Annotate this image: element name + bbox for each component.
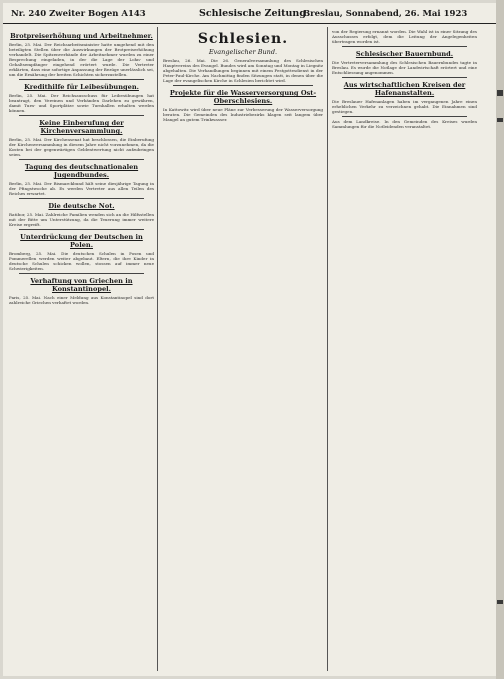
article (163, 58, 323, 83)
column-center (163, 27, 323, 673)
divider (19, 198, 144, 199)
article (9, 32, 154, 77)
edge-mark (497, 600, 503, 604)
edge-mark (497, 90, 503, 96)
column-right (332, 27, 477, 673)
section-subtitle: Evangelischer Bund. (208, 48, 278, 56)
article (9, 163, 154, 196)
article (332, 81, 477, 114)
article-text: Ratibor, 25. Mai. Zahlreiche Familien wenden sich an die Hilfsstellen mit der Bitte um Unterstützung, da die Teuerung immer weitere Kreise ergreift. (9, 212, 154, 227)
divider (19, 229, 144, 230)
article (9, 83, 154, 113)
divider (173, 85, 313, 86)
article (9, 233, 154, 271)
column-rule (157, 27, 158, 671)
article (332, 29, 477, 44)
article-text: Paris, 25. Mai. Nach einer Meldung aus Konstantinopel sind dort zahlreiche Griechen verhaftet worden. (9, 295, 154, 305)
column-left (9, 27, 154, 673)
article-text: Die Breslauer Hafenanlagen haben im vergangenen Jahre einen erheblichen Verkehr zu verzeichnen gehabt. Die Einnahmen sind gestiegen. (332, 99, 477, 114)
article-text: Berlin, 25. Mai. Der Bismarckbund hält seine diesjährige Tagung in der Pfingstwoche ab. Es werden Vertreter aus allen Teilen des Reiches erwartet. (9, 181, 154, 196)
article-text: Berlin, 25. Mai. Der Reichsarbeitsminister hatte umgehend mit den beteiligten Stellen über die Auswirkungen der Brotpreiserhöhung verhandelt. Die Spitzenverbände der Arbeitnehmer wurden zu einer Besprechung eingeladen, in der die Lage der Lohn- und Gehaltsempfänger eingehend erörtert wurde. Die Vertreter erklärten, dass eine sofortige Anpassung der Bezüge unerlässlich sei, um die Ernährung der breiten Schichten sicherzustellen. (9, 42, 154, 77)
divider (19, 273, 144, 274)
article (9, 202, 154, 227)
article (332, 119, 477, 129)
article-text: Breslau, 26. Mai. Die 26. Generalversammlung des Schlesischen Hauptvereins des Evangel. Bundes wird am Sonntag und Montag in Liegnitz abgehalten. Die Verhandlungen beginnen mit einem Festgottesdienst in der Peter-Paul-Kirche. Am Nachmittag finden Sitzungen statt, in denen über die Lage der evangelischen Kirche in Schlesien berichtet wird. (163, 58, 323, 83)
article-headline: Verhaftung von Griechen in Konstantinopel. (30, 277, 133, 293)
article-headline: Die deutsche Not. (48, 202, 115, 210)
divider (19, 115, 144, 116)
article-text: In Kattowitz wird über neue Pläne zur Verbesserung der Wasserversorgung beraten. Die Gemeinden des Industriebezirks klagen seit langem über Mangel an gutem Trinkwasser. (163, 107, 323, 122)
divider (19, 79, 144, 80)
article-text: Bromberg, 25. Mai. Die deutschen Schulen in Posen und Pommerellen werden weiter abgebaut. Eltern, die ihre Kinder in deutsche Schulen schicken wollen, stossen auf immer neue Schwierigkeiten. (9, 251, 154, 271)
divider (342, 116, 467, 117)
article (9, 119, 154, 157)
column-rule (327, 27, 328, 671)
issue-date: Breslau, Sonnabend, 26. Mai 1923 (303, 9, 468, 19)
article (9, 277, 154, 305)
article-headline: Unterdrückung der Deutschen in Polen. (20, 233, 143, 249)
article-headline: Schlesischer Bauernbund. (355, 50, 454, 58)
article-headline: Aus wirtschaftlichen Kreisen der Hafenanstalten. (343, 81, 466, 97)
divider (19, 159, 144, 160)
article-text: Berlin, 25. Mai. Der Kirchensenat hat beschlossen, die Einberufung der Kirchenversammlung in diesem Jahre nicht vorzunehmen, da die Kosten bei der gegenwärtigen Geldentwertung nicht aufzubringen seien. (9, 137, 154, 157)
article (163, 89, 323, 122)
newspaper-title: Schlesische Zeitung (199, 8, 306, 19)
article-headline: Tagung des deutschnationalen Jugendbundes. (24, 163, 139, 179)
newspaper-page (3, 3, 496, 676)
divider (342, 77, 467, 78)
article-headline: Projekte für die Wasserversorgung Ost-Oberschlesiens. (169, 89, 317, 105)
article-text: Die Vertreterversammlung des Schlesischen Bauernbundes tagte in Breslau. Es wurde die Notlage der Landwirtschaft erörtert und eine Entschliessung angenommen. (332, 60, 477, 75)
article-headline: Kredithilfe für Leibesübungen. (24, 83, 139, 91)
article-text: von der Regierung ernannt worden. Die Wahl ist in einer Sitzung des Ausschusses erfolgt, dem die Leitung der Angelegenheiten übertragen worden ist. (332, 29, 477, 44)
article-headline: Brotpreiserhöhung und Arbeitnehmer. (10, 32, 153, 40)
section-title: Schlesien. (197, 31, 289, 47)
issue-number: Nr. 240 Zweiter Bogen A143 (11, 9, 146, 19)
adjacent-page-edge (496, 0, 504, 679)
masthead (3, 7, 496, 24)
divider (342, 46, 467, 47)
edge-mark (497, 118, 503, 122)
article-headline: Keine Einberufung der Kirchenversammlung. (39, 119, 124, 135)
article-text: Berlin, 25. Mai. Der Reichsausschuss für Leibesübungen hat beantragt, den Vereinen und Verbänden Darlehen zu gewähren, damit Turn- und Sportplätze sowie Turnhallen erhalten werden können. (9, 93, 154, 113)
article (332, 50, 477, 75)
article-text: Aus dem Landkreise. In den Gemeinden des Kreises wurden Sammlungen für die Notleidenden veranstaltet. (332, 119, 477, 129)
